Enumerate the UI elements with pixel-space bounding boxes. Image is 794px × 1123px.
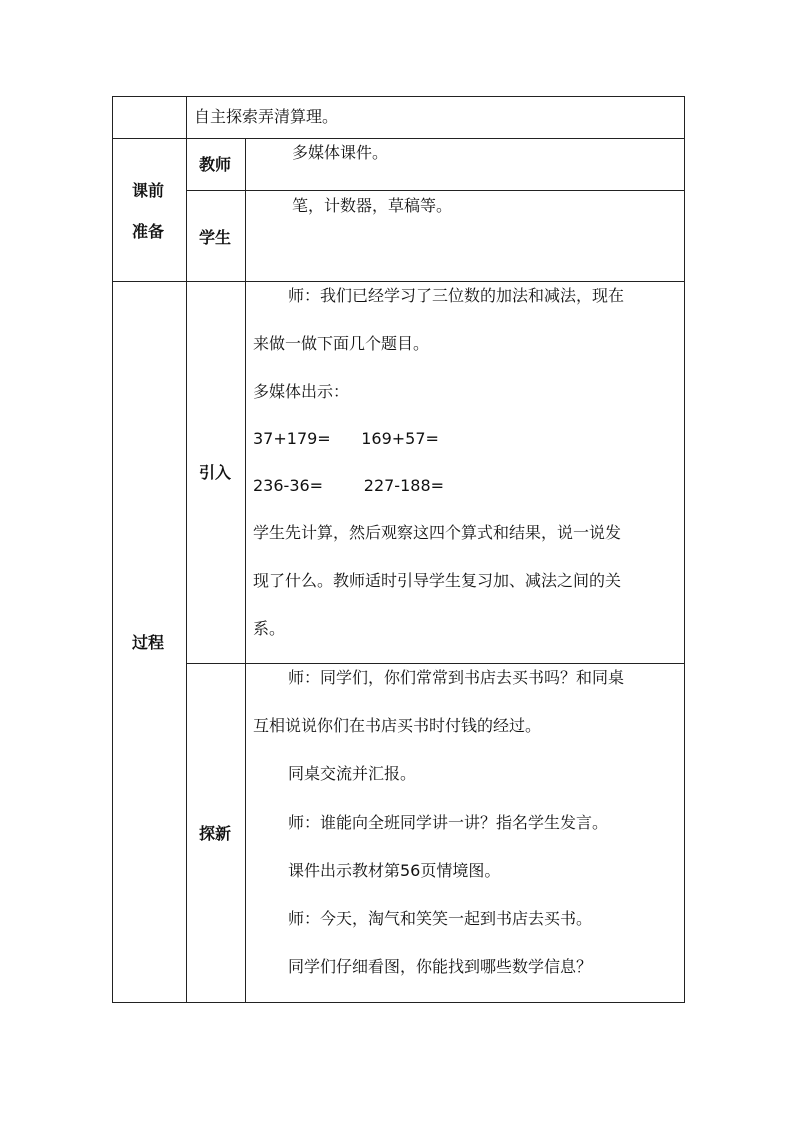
prep-label-line2: 准备 xyxy=(132,222,165,241)
top-row-text: 自主探索弄清算理。 xyxy=(194,107,339,126)
intro-line: 多媒体出示： xyxy=(253,382,350,401)
lesson-plan-table xyxy=(112,96,684,1002)
table-border-bottom xyxy=(112,1002,684,1003)
explore-line: 同学们仔细看图，你能找到哪些数学信息？ xyxy=(288,957,593,976)
student-label: 学生 xyxy=(199,228,232,247)
table-border-top xyxy=(112,96,684,97)
teacher-content: 多媒体课件。 xyxy=(292,143,389,162)
explore-line: 课件出示教材第56页情境图。 xyxy=(288,861,501,880)
intro-line: 37+179= 169+57= xyxy=(253,429,439,448)
intro-line: 学生先计算，然后观察这四个算式和结果，说一说发 xyxy=(253,523,622,542)
process-label: 过程 xyxy=(132,633,165,652)
table-border-right xyxy=(684,96,685,1003)
explore-line: 师：谁能向全班同学讲一讲？指名学生发言。 xyxy=(288,813,609,832)
explore-line: 同桌交流并汇报。 xyxy=(288,764,417,783)
intro-line: 系。 xyxy=(253,619,286,638)
explore-line: 师：今天，淘气和笑笑一起到书店去买书。 xyxy=(288,909,593,928)
row-divider xyxy=(112,281,684,282)
explore-line: 互相说说你们在书店买书时付钱的经过。 xyxy=(253,716,542,735)
teacher-label: 教师 xyxy=(199,155,232,174)
row-divider xyxy=(186,663,684,664)
intro-line: 236-36= 227-188= xyxy=(253,476,445,495)
intro-line: 师：我们已经学习了三位数的加法和减法，现在 xyxy=(288,286,625,305)
col-divider xyxy=(186,96,187,1003)
intro-label: 引入 xyxy=(199,463,232,482)
prep-label-line1: 课前 xyxy=(132,181,165,200)
explore-line: 师：同学们，你们常常到书店去买书吗？和同桌 xyxy=(288,668,625,687)
row-divider xyxy=(112,138,684,139)
explore-label: 探新 xyxy=(199,824,232,843)
col-divider xyxy=(245,138,246,1003)
intro-line: 现了什么。教师适时引导学生复习加、减法之间的关 xyxy=(253,571,622,590)
row-divider xyxy=(186,190,684,191)
intro-line: 来做一做下面几个题目。 xyxy=(253,334,430,353)
student-content: 笔，计数器，草稿等。 xyxy=(292,196,453,215)
table-border-left xyxy=(112,96,113,1003)
